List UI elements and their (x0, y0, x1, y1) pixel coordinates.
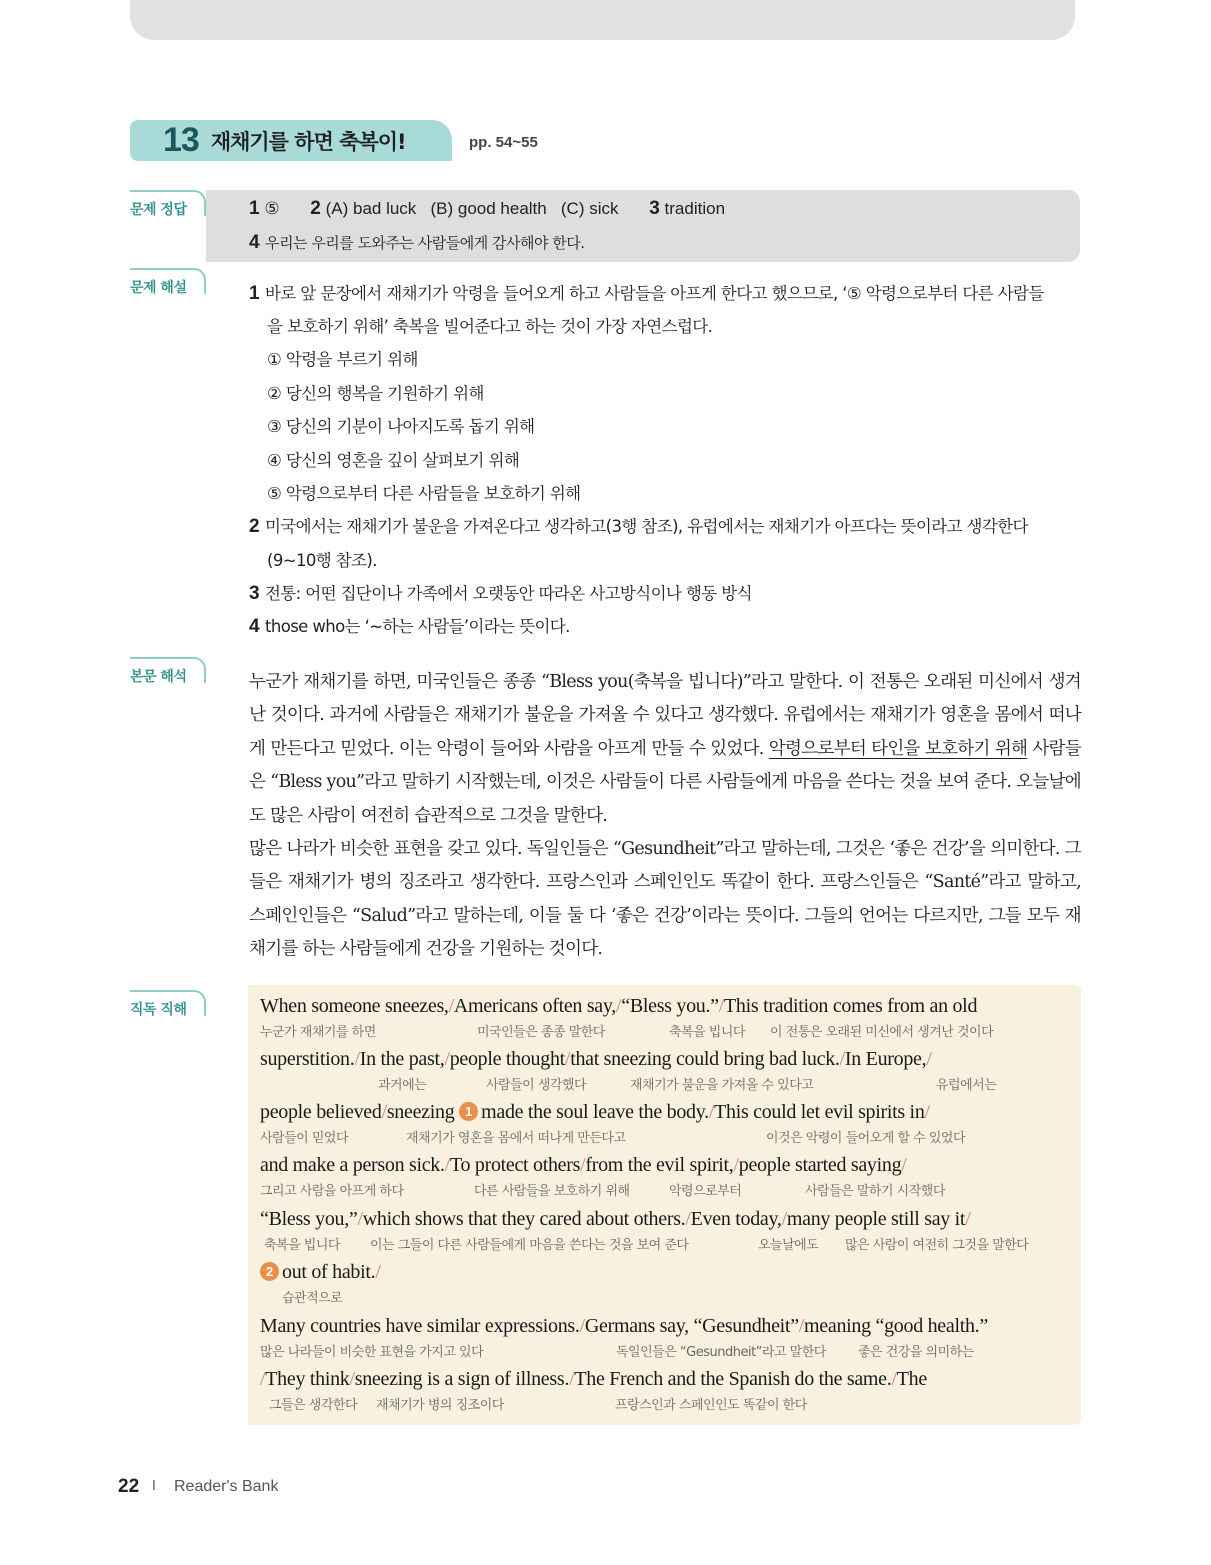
slash: / (798, 1315, 805, 1337)
answers-row-1 (249, 198, 725, 220)
chunk-en: “Bless you,” (260, 1208, 358, 1230)
lesson-pages: pp. 54~55 (469, 134, 538, 151)
translation-paragraph-2: 많은 나라가 비슷한 표현을 갖고 있다. 독일인들은 “Gesundheit”라고 말하는데, 그것은 ‘좋은 건강’을 의미한다. 그들은 재채기가 병의 징조라고 생각한다. 프랑스인과 스페인인도 똑같이 한다. 프랑스인들은 “Santé”라고 말하고, 스페인인들은 “Salud”라고 말하는데, 이들 둘 다 ‘좋은 건강’이라는 뜻이다. 그들의 언어는 다르지만, 그들 모두 재채기를 하는 사람들에게 건강을 기원하는 것이다. (249, 839, 1081, 960)
explanation-q1-cont: 을 보호하기 위해’ 축복을 빌어준다고 하는 것이 가장 자연스럽다. (267, 317, 713, 336)
chunk-en: sneezing (386, 1101, 455, 1123)
slash: / (965, 1208, 971, 1230)
answer-1: 1 ⑤ (249, 198, 280, 219)
chunk-ko: 재채기가 영혼을 몸에서 떠나게 만든다고 (406, 1131, 626, 1146)
chunk-ko: 재채기가 병의 징조이다 (376, 1398, 504, 1413)
translation-paragraph-1: 누군가 재채기를 하면, 미국인들은 종종 “Bless you(축복을 빕니다)”라고 말한다. 이 전통은 오래된 미신에서 생겨난 것이다. 과거에 사람들은 재채기가 불운을 가져올 수 있다고 생각했다. 유럽에서는 재채기가 영혼을 몸에서 떠나게 만든다고 믿었다. 이는 악령이 들어와 사람을 아프게 만들 수 있었다. 악령으로부터 타인을 보호하기 위해 사람들은 “Bless you”라고 말하기 시작했는데, 이것은 사람들이 다른 사람들에게 마음을 쓴다는 것을 보여 준다. 오늘날에도 많은 사람이 여전히 습관적으로 그것을 말한다. (249, 672, 1081, 826)
chunk-ko: 재채기가 불운을 가져올 수 있다고 (630, 1078, 814, 1093)
chunk-en: Americans often say, (453, 995, 616, 1017)
chunk-ko: 누군가 재채기를 하면 (260, 1025, 376, 1040)
chunk-en: people started saying (738, 1154, 902, 1176)
slash: / (926, 1048, 932, 1070)
slash: / (354, 1048, 360, 1070)
chunk-en: “Bless you.” (621, 995, 719, 1017)
slash: / (781, 1208, 787, 1230)
page-number: 22 (118, 1476, 140, 1497)
number-badge-2: 2 (260, 1262, 279, 1281)
chunk-ko: 독일인들은 “Gesundheit”라고 말한다 (616, 1345, 826, 1360)
chunk-en: out of habit. (282, 1261, 376, 1283)
chunk-ko: 그들은 생각한다 (269, 1398, 358, 1413)
slash: / (839, 1048, 845, 1070)
chunk-ko: 축복을 빕니다 (669, 1025, 745, 1040)
slash: / (615, 995, 622, 1017)
book-title: Reader's Bank (174, 1478, 279, 1495)
chunk-ko: 이것은 악령이 들어오게 할 수 있었다 (766, 1131, 966, 1146)
slash: / (891, 1368, 897, 1390)
slash: / (685, 1208, 691, 1230)
lesson-title: 재채기를 하면 축복이! (210, 129, 406, 154)
chunk-ko: 좋은 건강을 의미하는 (858, 1345, 974, 1360)
chunk-en: This tradition comes from an old (724, 995, 978, 1017)
chunk-en: from the evil spirit, (585, 1154, 734, 1176)
chunk-en: people believed (260, 1101, 382, 1123)
slash: / (375, 1261, 381, 1283)
chunk-ko: 다른 사람들을 보호하기 위해 (474, 1184, 630, 1199)
label-answers: 문제 정답 (130, 190, 206, 216)
chunk-en: sneezing is a sign of illness. (354, 1368, 570, 1390)
chunk-en: superstition. (260, 1048, 355, 1070)
slash: / (569, 1368, 575, 1390)
chunk-en: people thought (449, 1048, 565, 1070)
reading-line-6 (260, 1261, 381, 1284)
chunk-en: meaning “good health.” (804, 1315, 988, 1337)
chunk-en: which shows that they cared about others. (362, 1208, 686, 1230)
slash: / (901, 1154, 907, 1176)
chunk-en: In Europe, (844, 1048, 927, 1070)
chunk-ko: 축복을 빕니다 (264, 1238, 340, 1253)
chunk-en: In the past, (359, 1048, 445, 1070)
slash: / (564, 1048, 571, 1070)
slash: / (579, 1315, 585, 1337)
footer-separator: I (152, 1479, 156, 1494)
translation-text (249, 666, 1081, 967)
reading-line-5 (260, 1208, 970, 1231)
chunk-ko: 많은 사람이 여전히 그것을 말한다 (845, 1238, 1029, 1253)
chunk-ko: 사람들이 생각했다 (486, 1078, 587, 1093)
slash: / (381, 1101, 387, 1123)
chunk-ko: 악령으로부터 (669, 1184, 742, 1199)
chunk-ko: 오늘날에도 (758, 1238, 819, 1253)
slash: / (444, 1048, 450, 1070)
underlined-phrase: 악령으로부터 타인을 보호하기 위해 (768, 738, 1028, 759)
reading-line-7 (260, 1315, 988, 1338)
number-badge-1: 1 (459, 1102, 478, 1121)
chunk-en: When someone sneezes, (260, 995, 449, 1017)
chunk-en: The French and the Spanish do the same. (574, 1368, 892, 1390)
slash: / (349, 1368, 355, 1390)
chunk-en: This could let evil spirits in (714, 1101, 925, 1123)
q1-option-1: ① 악령을 부르기 위해 (267, 350, 418, 369)
label-translation: 본문 해석 (130, 657, 206, 683)
chunk-ko: 사람들이 믿었다 (260, 1131, 349, 1146)
slash: / (580, 1154, 586, 1176)
label-explanation: 문제 해설 (130, 268, 206, 294)
top-decorative-bar (130, 0, 1075, 40)
explanation-q4: 4 those who는 ‘~하는 사람들’이라는 뜻이다. (249, 616, 570, 637)
reading-line-3 (260, 1101, 930, 1124)
chunk-ko: 과거에는 (378, 1078, 427, 1093)
reading-line-8 (260, 1368, 927, 1391)
slash: / (357, 1208, 363, 1230)
chunk-en: made the soul leave the body. (481, 1101, 709, 1123)
chunk-en: that sneezing could bring bad luck. (570, 1048, 840, 1070)
chunk-en: Many countries have similar expressions. (260, 1315, 580, 1337)
lesson-header (130, 120, 452, 161)
slash: / (708, 1101, 715, 1123)
reading-line-2 (260, 1048, 932, 1071)
slash: / (718, 995, 725, 1017)
chunk-ko: 습관적으로 (282, 1291, 343, 1306)
chunk-en: The (896, 1368, 927, 1390)
explanation-q2-cont: (9~10행 참조). (267, 551, 377, 570)
chunk-ko: 프랑스인과 스페인인도 똑같이 한다 (615, 1398, 807, 1413)
chunk-ko: 그리고 사람을 아프게 하다 (260, 1184, 404, 1199)
label-reading: 직독 직해 (130, 990, 206, 1016)
chunk-ko: 유럽에서는 (936, 1078, 997, 1093)
reading-line-1 (260, 995, 977, 1018)
chunk-en: Germans say, “Gesundheit” (584, 1315, 799, 1337)
explanation-q1: 1 바로 앞 문장에서 재채기가 악령을 들어오게 하고 사람들을 아프게 한다고 했으므로, ‘⑤ 악령으로부터 다른 사람들 (249, 283, 1044, 304)
reading-line-4 (260, 1154, 907, 1177)
answer-4: 4 우리는 우리를 도와주는 사람들에게 감사해야 한다. (249, 232, 585, 253)
chunk-ko: 많은 나라들이 비슷한 표현을 가지고 있다 (260, 1345, 484, 1360)
q1-option-3: ③ 당신의 기분이 나아지도록 돕기 위해 (267, 417, 535, 436)
chunk-ko: 이는 그들이 다른 사람들에게 마음을 쓴다는 것을 보여 준다 (370, 1238, 689, 1253)
answer-2: 2 (A) bad luck (B) good health (C) sick (310, 198, 619, 219)
q1-option-4: ④ 당신의 영혼을 깊이 살펴보기 위해 (267, 451, 520, 470)
slash: / (924, 1101, 930, 1123)
chunk-ko: 미국인들은 종종 말한다 (477, 1025, 605, 1040)
slash: / (260, 1368, 266, 1390)
slash: / (448, 995, 454, 1017)
chunk-en: Even today, (690, 1208, 782, 1230)
chunk-en: They think (265, 1368, 350, 1390)
chunk-en: To protect others (449, 1154, 581, 1176)
chunk-en: many people still say it (786, 1208, 966, 1230)
chunk-ko: 이 전통은 오래된 미신에서 생겨난 것이다 (770, 1025, 994, 1040)
explanation-q2: 2 미국에서는 재채기가 불운을 가져온다고 생각하고(3행 참조), 유럽에서는 재채기가 아프다는 뜻이라고 생각한다 (249, 516, 1028, 537)
q1-option-2: ② 당신의 행복을 기원하기 위해 (267, 384, 484, 403)
slash: / (444, 1154, 450, 1176)
explanation-q3: 3 전통: 어떤 집단이나 가족에서 오랫동안 따라온 사고방식이나 행동 방식 (249, 583, 752, 604)
q1-option-5: ⑤ 악령으로부터 다른 사람들을 보호하기 위해 (267, 484, 581, 503)
answer-3: 3 tradition (649, 198, 726, 219)
slash: / (733, 1154, 739, 1176)
lesson-number: 13 (163, 121, 199, 159)
chunk-ko: 사람들은 말하기 시작했다 (805, 1184, 945, 1199)
chunk-en: and make a person sick. (260, 1154, 445, 1176)
